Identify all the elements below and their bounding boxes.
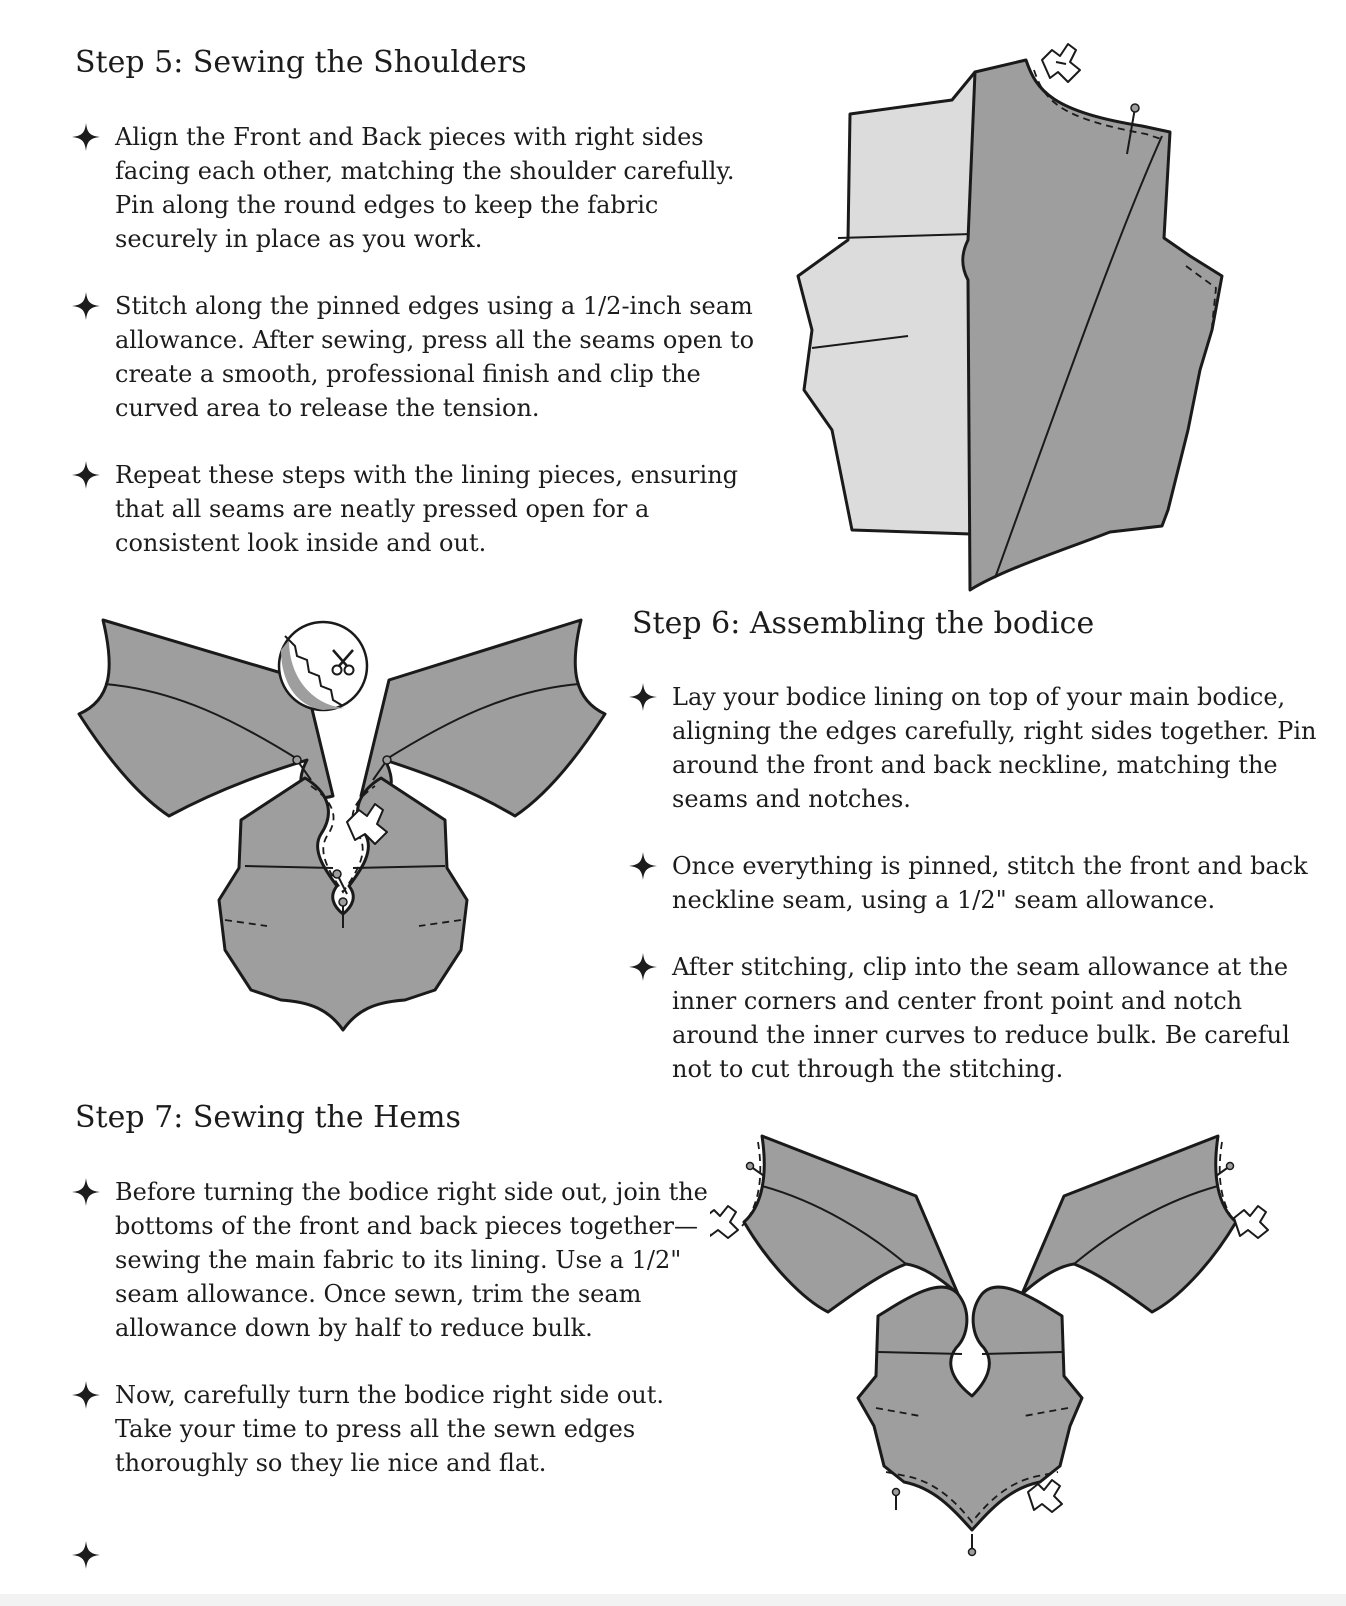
hem-sewing-illustration (710, 1126, 1270, 1566)
step5-heading: Step 5: Sewing the Shoulders (75, 45, 527, 80)
sparkle-star-icon (71, 460, 101, 490)
sparkle-star-icon (628, 851, 658, 881)
step6-heading: Step 6: Assembling the bodice (632, 606, 1095, 641)
bullet-text: Now, carefully turn the bodice right side out. Take your time to press all the sewn edges thoroughly so they lie nice and flat. (115, 1381, 665, 1477)
list-item (628, 680, 1328, 816)
step7-heading: Step 7: Sewing the Hems (75, 1100, 461, 1135)
sparkle-star-icon (71, 122, 101, 152)
step6-bullet-list (628, 680, 1328, 1119)
step5-bullet-list (71, 120, 761, 593)
list-item (71, 289, 761, 425)
step7-bullet-list (71, 1175, 711, 1513)
clip-detail-callout (279, 622, 367, 710)
list-item (628, 950, 1328, 1086)
presser-foot-icon (1234, 1206, 1268, 1238)
bullet-text: Align the Front and Back pieces with right sides facing each other, matching the shoulder carefully. Pin along the round edges to keep the fabric securely in place as you work. (115, 123, 735, 253)
sparkle-star-icon (71, 1177, 101, 1207)
bullet-text: After stitching, clip into the seam allowance at the inner corners and center front point and notch around the inner curves to reduce bulk. Be careful not to cut through the stitching. (672, 953, 1290, 1083)
bullet-text: Stitch along the pinned edges using a 1/2-inch seam allowance. After sewing, press all the seams open to create a smooth, professional finish and clip the curved area to release the tension. (115, 292, 755, 422)
list-item (71, 458, 761, 560)
sparkle-star-icon (628, 682, 658, 712)
sparkle-star-icon (71, 1540, 101, 1570)
bullet-text: Repeat these steps with the lining pieces, ensuring that all seams are neatly pressed open for a consistent look inside and out. (115, 461, 739, 557)
shoulder-seam-illustration (790, 30, 1260, 610)
sparkle-star-icon (71, 291, 101, 321)
list-item (628, 849, 1328, 917)
list-item (71, 1175, 711, 1345)
presser-foot-icon (1042, 44, 1080, 82)
bullet-text: Once everything is pinned, stitch the front and back neckline seam, using a 1/2" seam allowance. (672, 852, 1308, 914)
list-item (71, 120, 761, 256)
bodice-lining-illustration (75, 610, 620, 1040)
sparkle-star-icon (628, 952, 658, 982)
bullet-text: Before turning the bodice right side out, join the bottoms of the front and back pieces together—sewing the main fabric to its lining. Use a 1/2" seam allowance. Once sewn, trim the seam allowance down by half to reduce bulk. (115, 1178, 708, 1342)
bullet-text: Lay your bodice lining on top of your main bodice, aligning the edges carefully, right sides together. Pin around the front and back neckline, matching the seams and notches. (672, 683, 1317, 813)
page-bottom-edge (0, 1594, 1346, 1606)
list-item (71, 1378, 711, 1480)
sparkle-star-icon (71, 1380, 101, 1410)
presser-foot-icon (710, 1206, 738, 1238)
